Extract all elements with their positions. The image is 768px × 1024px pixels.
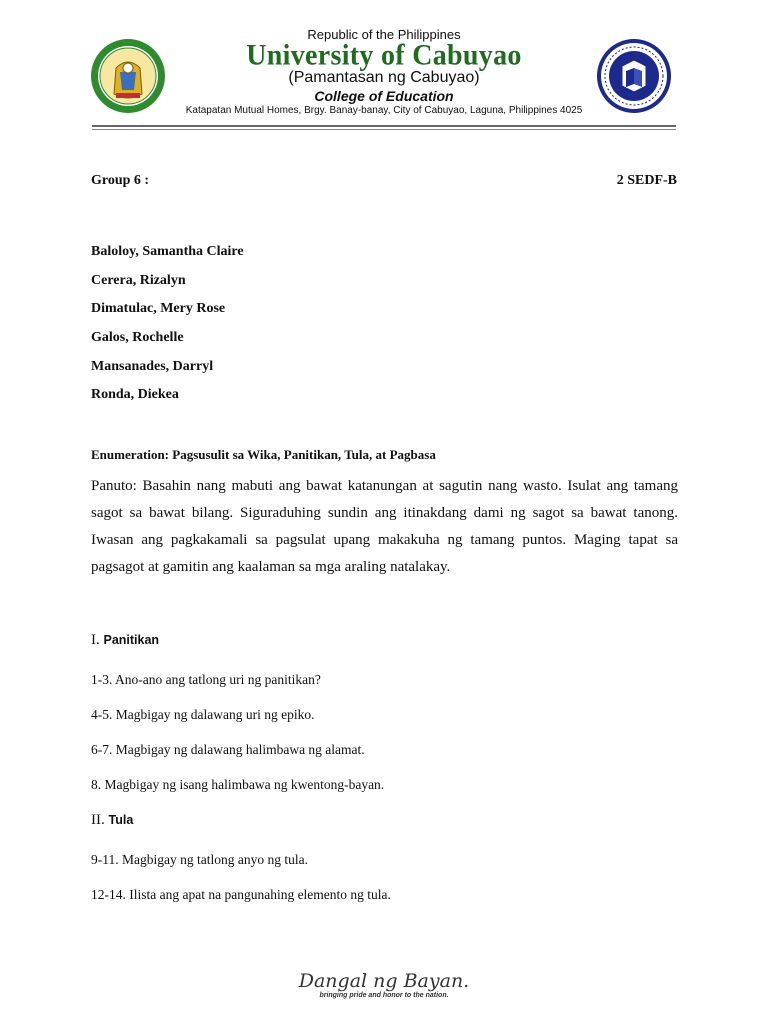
member-name: Baloloy, Samantha Claire	[91, 244, 244, 259]
enumeration-title: Enumeration: Pagsusulit sa Wika, Panitikan, Tula, at Pagbasa	[91, 447, 436, 462]
footer-brand-signature: Dangal ng Bayan.	[298, 970, 470, 992]
member-name: Mansanades, Darryl	[91, 358, 214, 374]
member-name: Dimatulac, Mery Rose	[91, 301, 226, 317]
header-divider-thin	[92, 129, 676, 130]
question-item: 1-3. Ano-ano ang tatlong uri ng panitikan?	[91, 672, 321, 687]
question-item: 8. Magbigay ng isang halimbawa ng kwentong-bayan.	[91, 777, 385, 792]
section-label: Tula	[108, 813, 134, 827]
question-item: 9-11. Magbigay ng tatlong anyo ng tula.	[91, 852, 308, 867]
university-alt-name: (Pamantasan ng Cabuyao)	[288, 69, 480, 86]
member-list	[91, 238, 244, 410]
question-item: 6-7. Magbigay ng dalawang halimbawa ng alamat.	[91, 742, 365, 757]
university-name: University of Cabuyao	[246, 39, 522, 72]
section-heading-tula	[91, 812, 133, 829]
group-label: Group 6 :	[91, 173, 150, 188]
section-heading-panitikan	[91, 632, 159, 649]
section-numeral: I.	[91, 632, 100, 648]
member-name: Cerera, Rizalyn	[91, 272, 186, 288]
member-name: Galos, Rochelle	[91, 330, 184, 346]
instructions-paragraph: Panuto: Basahin nang mabuti ang bawat katanungan at sagutin nang wasto. Isulat ang tamang sagot sa bawat bilang. Siguraduhing sundin ang itinakdang dami ng sagot sa bawat tanong. Iwasan ang pagkakamali sa pagsulat upang makakuha ng tamang puntos. Maging tapat sa pagsagot at gamitin ang kaalaman sa mga araling natalakay.	[91, 478, 678, 575]
footer-tagline: bringing pride and honor to the nation.	[319, 992, 449, 999]
question-item: 4-5. Magbigay ng dalawang uri ng epiko.	[91, 707, 315, 722]
republic-heading: Republic of the Philippines	[307, 27, 461, 42]
section-numeral: II.	[91, 812, 105, 828]
question-item: 12-14. Ilista ang apat na pangunahing elemento ng tula.	[91, 887, 391, 902]
section-label: Panitikan	[103, 633, 160, 647]
header-divider	[92, 125, 676, 127]
college-name: College of Education	[314, 88, 454, 104]
section-code: 2 SEDF-B	[616, 173, 677, 188]
member-name: Ronda, Diekea	[91, 387, 179, 403]
university-address: Katapatan Mutual Homes, Brgy. Banay-banay, City of Cabuyao, Laguna, Philippines 4025	[185, 105, 583, 116]
